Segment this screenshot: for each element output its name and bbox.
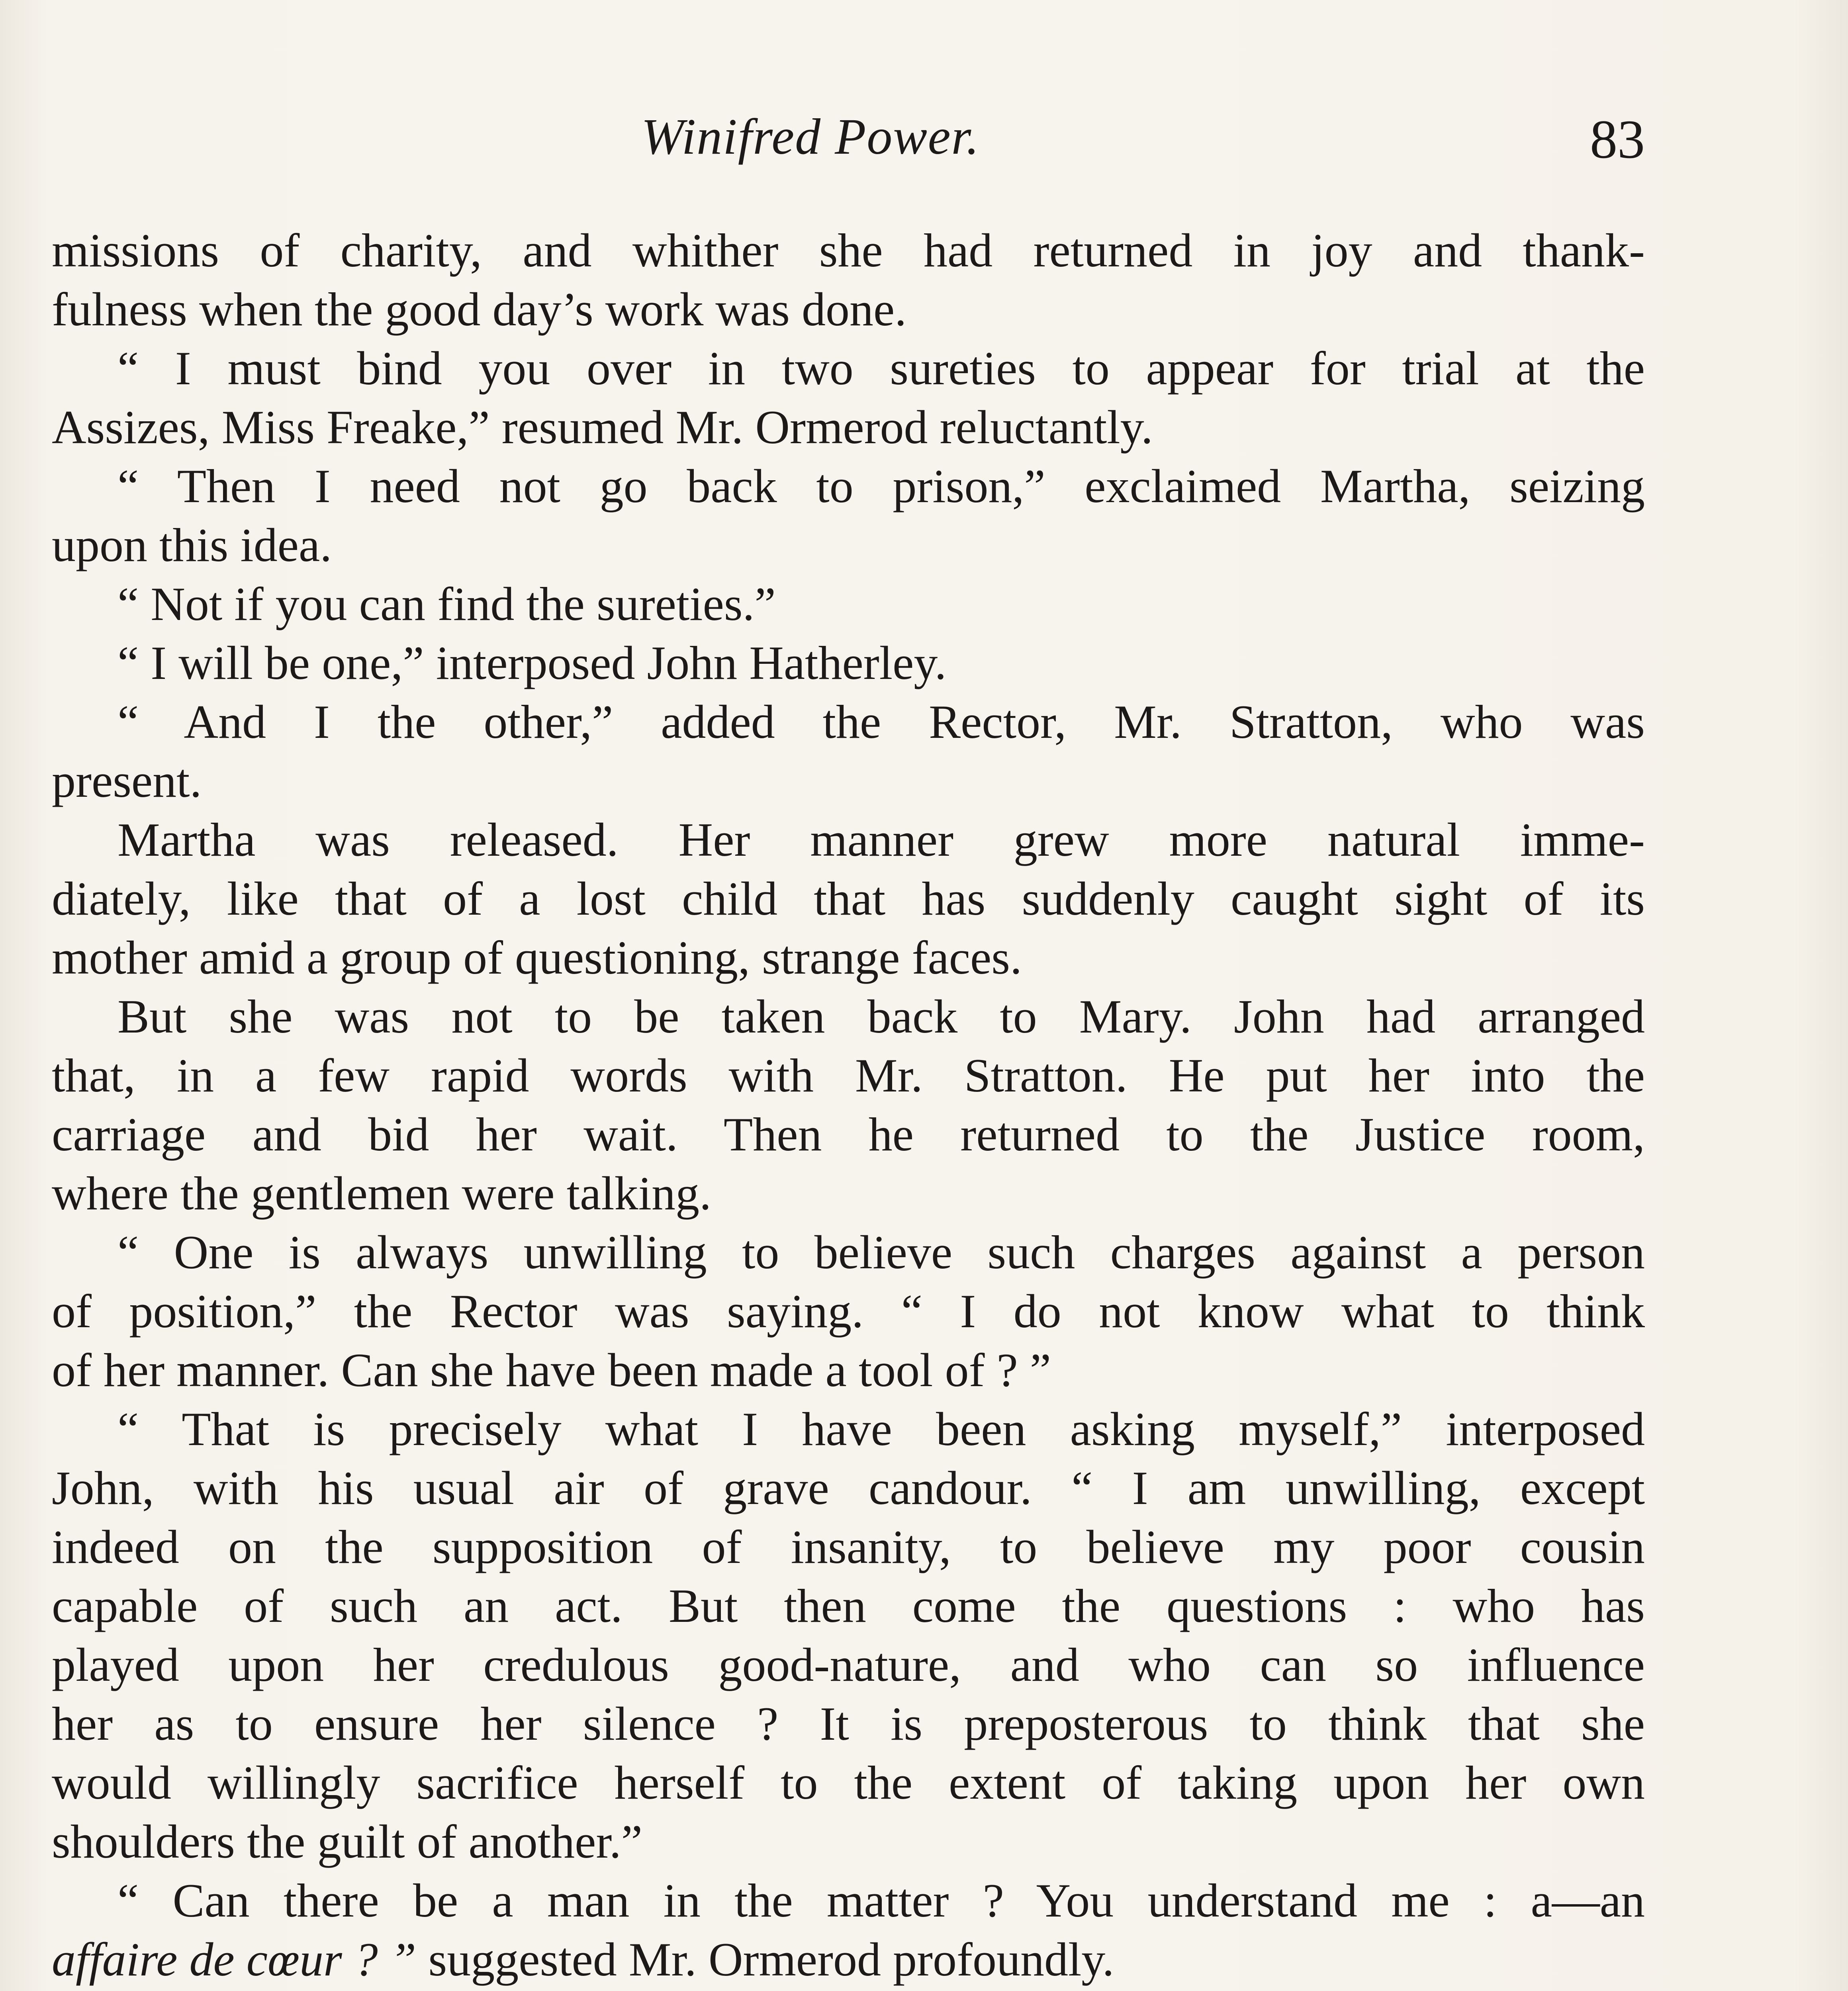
text-line: “ Not if you can find the sureties.” <box>117 577 776 630</box>
text-line: “ That is precisely what I have been asking myself,” interposed <box>117 1402 1645 1455</box>
text-line: present. <box>52 754 202 807</box>
italic-phrase: affaire de cœur ? ” <box>52 1933 417 1986</box>
text-line: Assizes, Miss Freake,” resumed Mr. Ormerod reluctantly. <box>52 401 1153 454</box>
text-line: would willingly sacrifice herself to the extent of taking upon her own <box>52 1756 1645 1809</box>
text-line: indeed on the supposition of insanity, to believe my poor cousin <box>52 1520 1645 1573</box>
running-title: Winifred Power. <box>641 108 980 165</box>
text-line: “ I will be one,” interposed John Hatherley. <box>117 636 947 689</box>
text-line: that, in a few rapid words with Mr. Stratton. He put her into the <box>52 1049 1645 1102</box>
text-line: diately, like that of a lost child that has suddenly caught sight of its <box>52 872 1645 925</box>
text-line: carriage and bid her wait. Then he returned to the Justice room, <box>52 1108 1645 1161</box>
page-number: 83 <box>1590 109 1645 170</box>
text-line: missions of charity, and whither she had returned in joy and thank- <box>52 224 1645 277</box>
text-line: mother amid a group of questioning, strange faces. <box>52 931 1022 984</box>
text-line: capable of such an act. But then come the questions : who has <box>52 1579 1645 1632</box>
text-line: John, with his usual air of grave candour. “ I am unwilling, except <box>52 1461 1645 1514</box>
text-line: “ Then I need not go back to prison,” exclaimed Martha, seizing <box>117 460 1645 512</box>
text-line: “ Can there be a man in the matter ? You understand me : a—an <box>117 1874 1645 1927</box>
text-line: “ I must bind you over in two sureties to appear for trial at the <box>117 342 1645 395</box>
text-line: fulness when the good day’s work was done. <box>52 283 907 336</box>
text-line: of position,” the Rector was saying. “ I do not know what to think <box>52 1285 1645 1338</box>
body-text <box>52 221 1645 1991</box>
text-line: shoulders the guilt of another.” <box>52 1815 643 1868</box>
text-line <box>52 1930 1645 1989</box>
text-line: where the gentlemen were talking. <box>52 1167 711 1220</box>
text-line: But she was not to be taken back to Mary. John had arranged <box>117 990 1645 1043</box>
text-line: Martha was released. Her manner grew more natural imme- <box>117 813 1645 866</box>
text-line <box>52 1989 1645 1991</box>
text-line: her as to ensure her silence ? It is preposterous to think that she <box>52 1697 1645 1750</box>
text-line: of her manner. Can she have been made a tool of ? ” <box>52 1344 1051 1396</box>
text-line: “ And I the other,” added the Rector, Mr. Stratton, who was <box>117 695 1645 748</box>
running-head <box>52 108 1645 179</box>
text-line: played upon her credulous good-nature, and who can so influence <box>52 1638 1645 1691</box>
line-remainder: suggested Mr. Ormerod profoundly. <box>416 1933 1114 1986</box>
text-line: upon this idea. <box>52 518 332 571</box>
text-line: “ One is always unwilling to believe such charges against a person <box>117 1226 1645 1279</box>
